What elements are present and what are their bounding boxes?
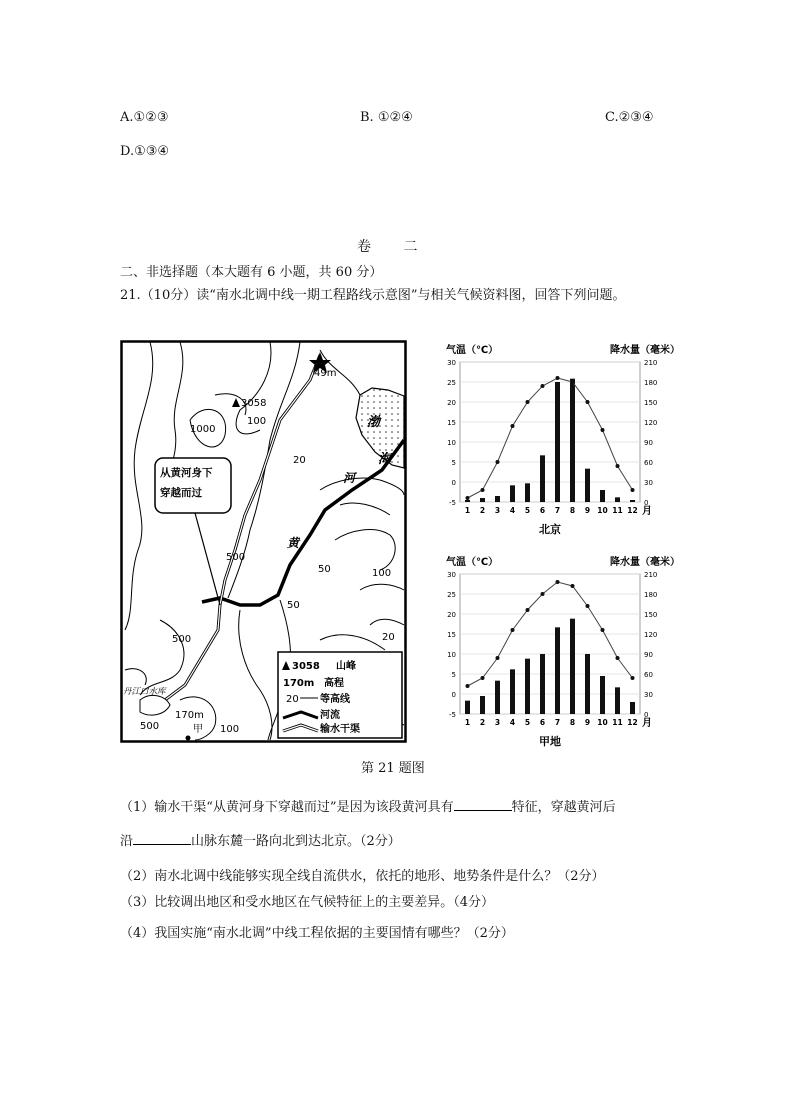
precip-tick: 90 (644, 439, 653, 447)
temp-point (616, 464, 620, 468)
temp-point (511, 628, 515, 632)
temp-tick: 5 (451, 671, 456, 679)
temp-point (511, 424, 515, 428)
temp-point (541, 384, 545, 388)
contour-500c: 500 (140, 721, 160, 732)
chart-title: 北京 (539, 523, 561, 536)
question-3: （3）比较调出地区和受水地区在气候特征上的主要差异。（4分） (120, 895, 495, 910)
temp-tick: 0 (451, 691, 456, 699)
q1-part3: 沿 (120, 834, 134, 849)
precip-bar (480, 498, 485, 502)
x-tick: 6 (539, 718, 546, 727)
precip-tick: 150 (644, 611, 658, 619)
x-tick: 12 (627, 506, 638, 515)
temp-tick: -5 (449, 711, 456, 719)
peak-value: 3058 (241, 398, 267, 409)
chart-title: 甲地 (539, 735, 561, 748)
precip-tick: 30 (644, 691, 653, 699)
contour-500b: 500 (172, 634, 192, 645)
temp-point (586, 604, 590, 608)
x-tick: 9 (584, 718, 591, 727)
contour-100c: 100 (220, 724, 240, 735)
precip-tick: 180 (644, 591, 658, 599)
jia-label: 甲 (193, 724, 203, 735)
precip-tick: 0 (644, 499, 649, 507)
precip-bar (540, 654, 545, 714)
contour-100a: 100 (247, 416, 267, 427)
section-heading: 二、非选择题（本大题有 6 小题，共 60 分） (120, 265, 383, 280)
river-label-he: 河 (343, 471, 356, 485)
x-tick: 1 (464, 506, 471, 515)
y-right-title: 降水量（毫米） (610, 345, 680, 356)
contour-50b: 50 (287, 600, 300, 611)
callout-line2: 穿越而过 (160, 487, 202, 499)
precip-bar (495, 681, 500, 714)
route-map (120, 340, 408, 744)
q1-part4: 山脉东麓一路向北到达北京。（2分） (191, 834, 401, 849)
legend-contour-num: 20 (286, 694, 299, 705)
contour-100b: 100 (372, 568, 392, 579)
x-tick: 8 (569, 718, 576, 727)
temp-point (556, 580, 560, 584)
temp-point (526, 400, 530, 404)
y-left-title: 气温（℃） (446, 557, 499, 568)
contour-20b: 20 (382, 632, 395, 643)
precip-bar (600, 490, 605, 502)
question-1-line1 (120, 796, 616, 815)
precip-bar (540, 455, 545, 502)
precip-bar (465, 500, 470, 502)
x-axis-title: 月 (642, 718, 652, 729)
legend-contour: 等高线 (320, 694, 350, 705)
y-left-title: 气温（℃） (446, 345, 499, 356)
question-1-line2 (120, 830, 401, 849)
x-tick: 7 (554, 506, 561, 515)
temp-point (586, 400, 590, 404)
temp-tick: 25 (447, 591, 456, 599)
question-4: （4）我国实施“南水北调”中线工程依据的主要国情有哪些？（2分） (120, 926, 514, 941)
precip-bar (585, 654, 590, 714)
q1-part1: （1）输水干渠“从黄河身下穿越而过”是因为该段黄河具有 (120, 800, 454, 815)
temp-tick: 30 (447, 571, 456, 579)
precip-tick: 150 (644, 399, 658, 407)
x-tick: 12 (627, 718, 638, 727)
precip-bar (630, 702, 635, 714)
temp-tick: 20 (447, 611, 456, 619)
temp-point (571, 380, 575, 384)
section-title: 卷 二 (357, 239, 432, 255)
x-tick: 3 (494, 718, 501, 727)
q1-blank-2[interactable] (133, 832, 191, 845)
climate-chart-beijing (440, 340, 695, 540)
callout-line1: 从黄河身下 (160, 467, 213, 479)
jia-point (186, 736, 191, 741)
legend-peak: 山峰 (336, 661, 356, 672)
x-tick: 10 (597, 718, 608, 727)
contour-50a: 50 (318, 564, 331, 575)
temp-tick: 5 (451, 459, 456, 467)
x-tick: 1 (464, 718, 471, 727)
temp-tick: 20 (447, 399, 456, 407)
temp-tick: 15 (447, 419, 456, 427)
temp-point (616, 656, 620, 660)
x-tick: 7 (554, 718, 561, 727)
precip-tick: 120 (644, 419, 658, 427)
x-axis-title: 月 (642, 506, 652, 517)
precip-bar (600, 676, 605, 714)
river-label-huang: 黄 (287, 536, 300, 550)
legend-peak-num: 3058 (292, 661, 320, 672)
temp-tick: 30 (447, 359, 456, 367)
precip-tick: 180 (644, 379, 658, 387)
precip-bar (630, 500, 635, 502)
question-intro: 21.（10分）读“南水北调中线一期工程路线示意图”与相关气候资料图，回答下列问题。 (120, 288, 626, 303)
q1-part2: 特征，穿越黄河后 (511, 800, 616, 815)
temp-point (631, 676, 635, 680)
climate-chart-jia (440, 552, 695, 752)
legend-elev: 高程 (324, 678, 344, 689)
temp-tick: 25 (447, 379, 456, 387)
precip-tick: 0 (644, 711, 649, 719)
precip-bar (615, 497, 620, 502)
temp-point (541, 592, 545, 596)
temp-tick: 10 (447, 439, 456, 447)
contour-1000: 1000 (190, 424, 216, 435)
temp-point (481, 676, 485, 680)
precip-bar (510, 485, 515, 502)
q1-blank-1[interactable] (454, 798, 512, 811)
precip-tick: 60 (644, 671, 653, 679)
precip-bar (555, 382, 560, 502)
temp-point (556, 376, 560, 380)
x-tick: 6 (539, 506, 546, 515)
temp-tick: -5 (449, 499, 456, 507)
option-d: D.①③④ (120, 144, 170, 159)
contour-500a: 500 (226, 552, 246, 563)
x-tick: 4 (509, 718, 516, 727)
precip-bar (495, 496, 500, 502)
temp-point (496, 656, 500, 660)
legend-elev-num: 170m (283, 678, 315, 689)
temp-point (601, 428, 605, 432)
x-tick: 5 (524, 718, 531, 727)
x-tick: 10 (597, 506, 608, 515)
precip-tick: 90 (644, 651, 653, 659)
temp-point (496, 460, 500, 464)
precip-bar (615, 687, 620, 714)
legend-river: 河流 (320, 710, 340, 721)
x-tick: 11 (612, 506, 623, 515)
temp-point (466, 496, 470, 500)
temp-point (571, 584, 575, 588)
precip-tick: 30 (644, 479, 653, 487)
option-a: A.①②③ (120, 110, 169, 125)
reservoir-label: 丹江口水库 (123, 687, 166, 697)
precip-bar (555, 627, 560, 714)
temp-tick: 15 (447, 631, 456, 639)
precip-bar (480, 696, 485, 714)
precip-bar (525, 659, 530, 714)
option-c: C.②③④ (605, 110, 654, 125)
plot-area (460, 574, 640, 714)
x-tick: 2 (479, 506, 486, 515)
reservoir-elev: 170m (175, 710, 204, 721)
precip-tick: 60 (644, 459, 653, 467)
precip-tick: 210 (644, 359, 658, 367)
precip-bar (465, 701, 470, 714)
x-tick: 11 (612, 718, 623, 727)
x-tick: 5 (524, 506, 531, 515)
peak-elev-label: 49m (314, 368, 337, 379)
precip-bar (525, 483, 530, 502)
figure-caption: 第 21 题图 (361, 761, 425, 776)
x-tick: 9 (584, 506, 591, 515)
x-tick: 2 (479, 718, 486, 727)
y-right-title: 降水量（毫米） (610, 557, 680, 568)
x-tick: 8 (569, 506, 576, 515)
precip-tick: 120 (644, 631, 658, 639)
bohai-label-2: 海 (378, 452, 392, 467)
temp-point (466, 684, 470, 688)
precip-bar (510, 669, 515, 714)
precip-bar (585, 469, 590, 502)
option-b: B. ①②④ (360, 110, 413, 125)
precip-bar (570, 379, 575, 502)
x-tick: 3 (494, 506, 501, 515)
temp-tick: 10 (447, 651, 456, 659)
temp-point (601, 628, 605, 632)
temp-point (526, 608, 530, 612)
precip-bar (570, 619, 575, 714)
temp-point (481, 488, 485, 492)
legend-canal: 输水干渠 (320, 724, 360, 735)
question-2: （2）南水北调中线能够实现全线自流供水，依托的地形、地势条件是什么？（2分） (120, 869, 605, 884)
contour-20a: 20 (293, 455, 306, 466)
temp-point (631, 488, 635, 492)
temp-tick: 0 (451, 479, 456, 487)
x-tick: 4 (509, 506, 516, 515)
precip-tick: 210 (644, 571, 658, 579)
bohai-label-1: 渤 (367, 415, 381, 430)
